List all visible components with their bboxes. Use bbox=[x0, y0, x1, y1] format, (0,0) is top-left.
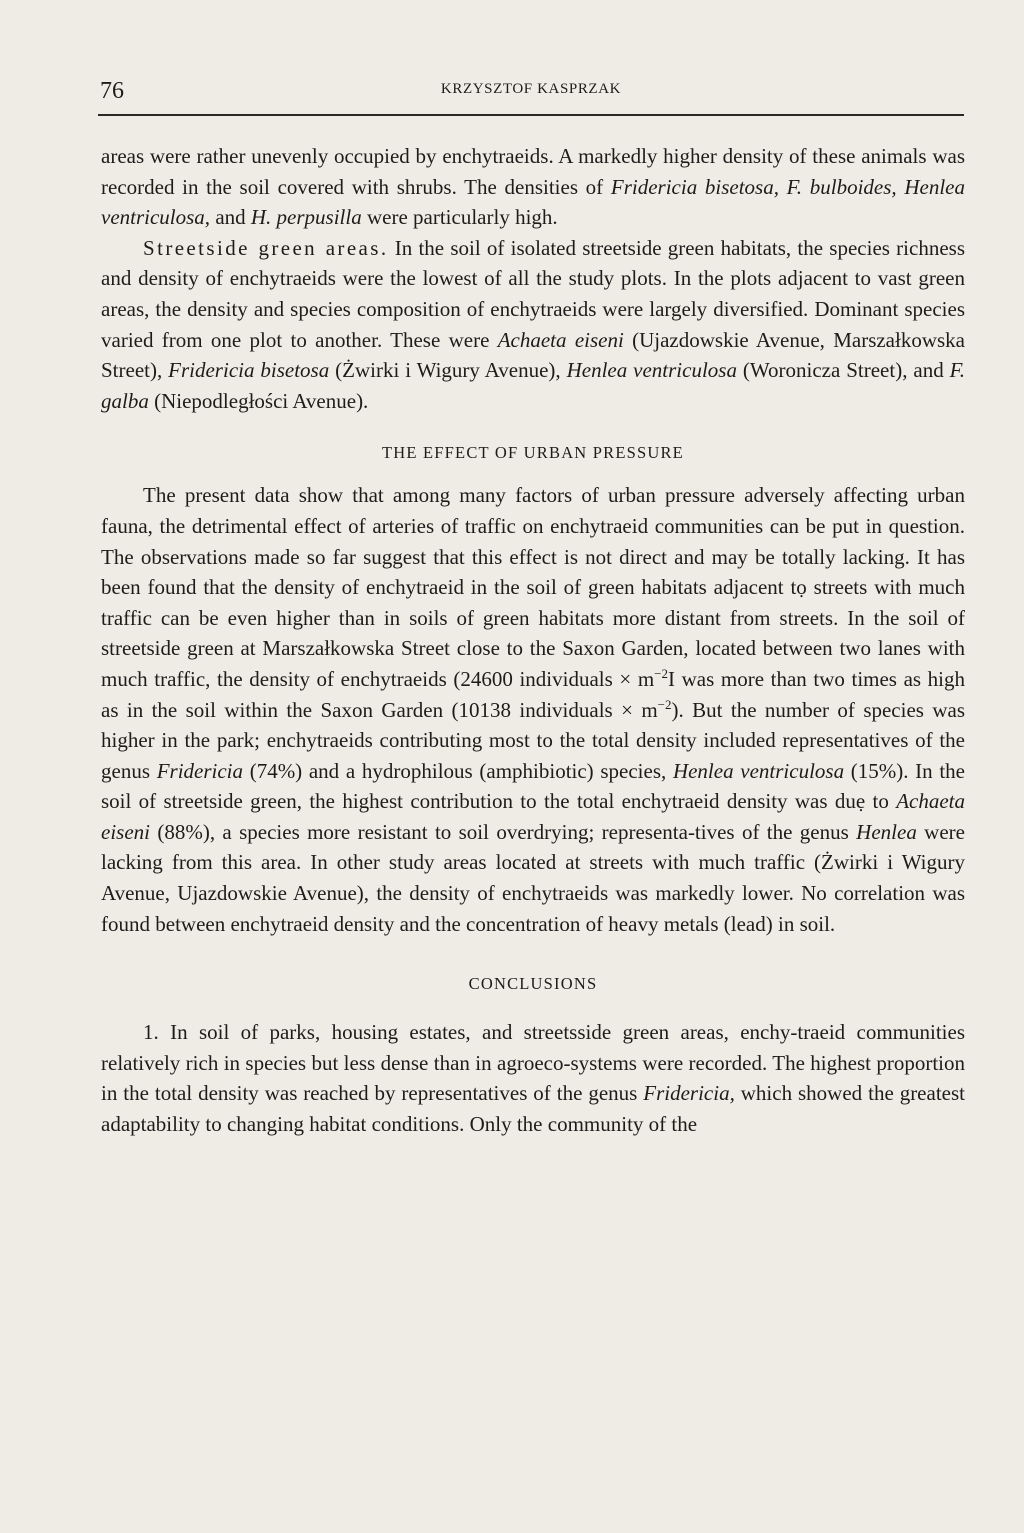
species-name: Fridericia bisetosa, F. bulboides, Henlea ventriculosa, bbox=[101, 174, 965, 230]
text-run: 1. In soil of parks, housing estates, and streetsside green areas, enchy-traeid communities relatively rich in species but less dense than in agroeco-systems were recorded. The highest proportion in the total density was reached by representatives of the genus bbox=[101, 1020, 965, 1106]
paragraph-3 bbox=[101, 480, 965, 939]
page-body bbox=[101, 141, 965, 1140]
run-in-heading: Streetside green areas. bbox=[143, 235, 389, 260]
species-name: Fridericia, bbox=[643, 1081, 735, 1106]
text-run: In the soil of isolated streetside green habitats, the species richness and density of enchytraeids were the lowest of all the study plots. In the plots adjacent to vast green areas, the density and species composition of enchytraeids were largely diversified. Dominant species varied from one plot to another. These were bbox=[101, 235, 965, 352]
text-run: areas were rather unevenly occupied by enchytraeids. A markedly higher density of these animals was recorded in the soil covered with shrubs. The densities of bbox=[101, 144, 965, 199]
species-name: F. galba bbox=[101, 358, 965, 413]
text-run: (74%) and a hydrophilous (amphibiotic) species, bbox=[243, 758, 673, 783]
running-head: KRZYSZTOF KASPRZAK bbox=[440, 81, 622, 97]
section-heading-conclusions: CONCLUSIONS bbox=[468, 974, 598, 994]
text-run: The present data show that among many factors of urban pressure adversely affecting urban fauna, the detrimental effect of arteries of traffic on enchytraeid communities can be put in question. The observations made so far suggest that this effect is not direct and may be totally lacking. It has been found that the density of enchytraeid in the soil of green habitats adjacent tọ streets with much traffic can be even higher than in soils of green habitats more distant from streets. In the soil of streetside green at Marszałkowska Street close to the Saxon Garden, located between two lanes with much traffic, the density of enchytraeids (24600 individuals × m bbox=[101, 483, 965, 691]
text-run: ). But the number of species was higher in the park; enchytraeids contributing most to the total density included representatives of the genus bbox=[101, 697, 965, 783]
text-run: (Ujazdowskie Avenue, Marszałkowska Street), bbox=[101, 327, 965, 383]
species-name: Achaeta eiseni bbox=[497, 327, 624, 352]
species-name: Fridericia bisetosa bbox=[168, 358, 330, 383]
text-run: (Żwirki i Wigury Avenue), bbox=[329, 358, 567, 383]
text-run: were particularly high. bbox=[361, 205, 558, 230]
text-run: (88%), a species more resistant to soil overdrying; representa-tives of the genus bbox=[149, 819, 857, 844]
species-name: Henlea ventriculosa bbox=[566, 358, 737, 383]
species-name: H. perpusilla bbox=[250, 205, 362, 230]
species-name: Henlea ventriculosa bbox=[672, 758, 845, 783]
species-name: Fridericia bbox=[156, 758, 244, 783]
text-run: and bbox=[210, 205, 251, 230]
paragraph-4 bbox=[101, 1017, 965, 1139]
text-run: (Niepodległości Avenue). bbox=[148, 388, 369, 413]
header-rule bbox=[98, 114, 964, 116]
paragraph-1 bbox=[101, 141, 965, 233]
superscript: −2 bbox=[657, 696, 672, 712]
section-heading-urban-pressure: THE EFFECT OF URBAN PRESSURE bbox=[382, 443, 684, 463]
text-run: (15%). In the soil of streetside green, the highest contribution to the total enchytraeid density was duẹ to bbox=[101, 758, 965, 814]
text-run: were lacking from this area. In other study areas located at streets with much traffic (Żwirki i Wigury Avenue, Ujazdowskie Avenue), the density of enchytraeids was markedly lower. No correlation was found between enchytraeid density and the concentration of heavy metals (lead) in soil. bbox=[101, 819, 965, 936]
text-run: which showed the greatest adaptability to changing habitat conditions. Only the community of the bbox=[101, 1081, 965, 1137]
species-name: Henlea bbox=[856, 819, 917, 844]
page-number: 76 bbox=[100, 78, 124, 104]
superscript: −2 bbox=[654, 665, 669, 681]
text-run: I was more than two times as high as in the soil within the Saxon Garden (10138 individuals × m bbox=[101, 666, 966, 722]
text-run: (Woronicza Street), and bbox=[736, 358, 950, 383]
page-header bbox=[98, 72, 964, 116]
paragraph-2 bbox=[101, 233, 965, 417]
species-name: Achaeta eiseni bbox=[101, 789, 965, 844]
